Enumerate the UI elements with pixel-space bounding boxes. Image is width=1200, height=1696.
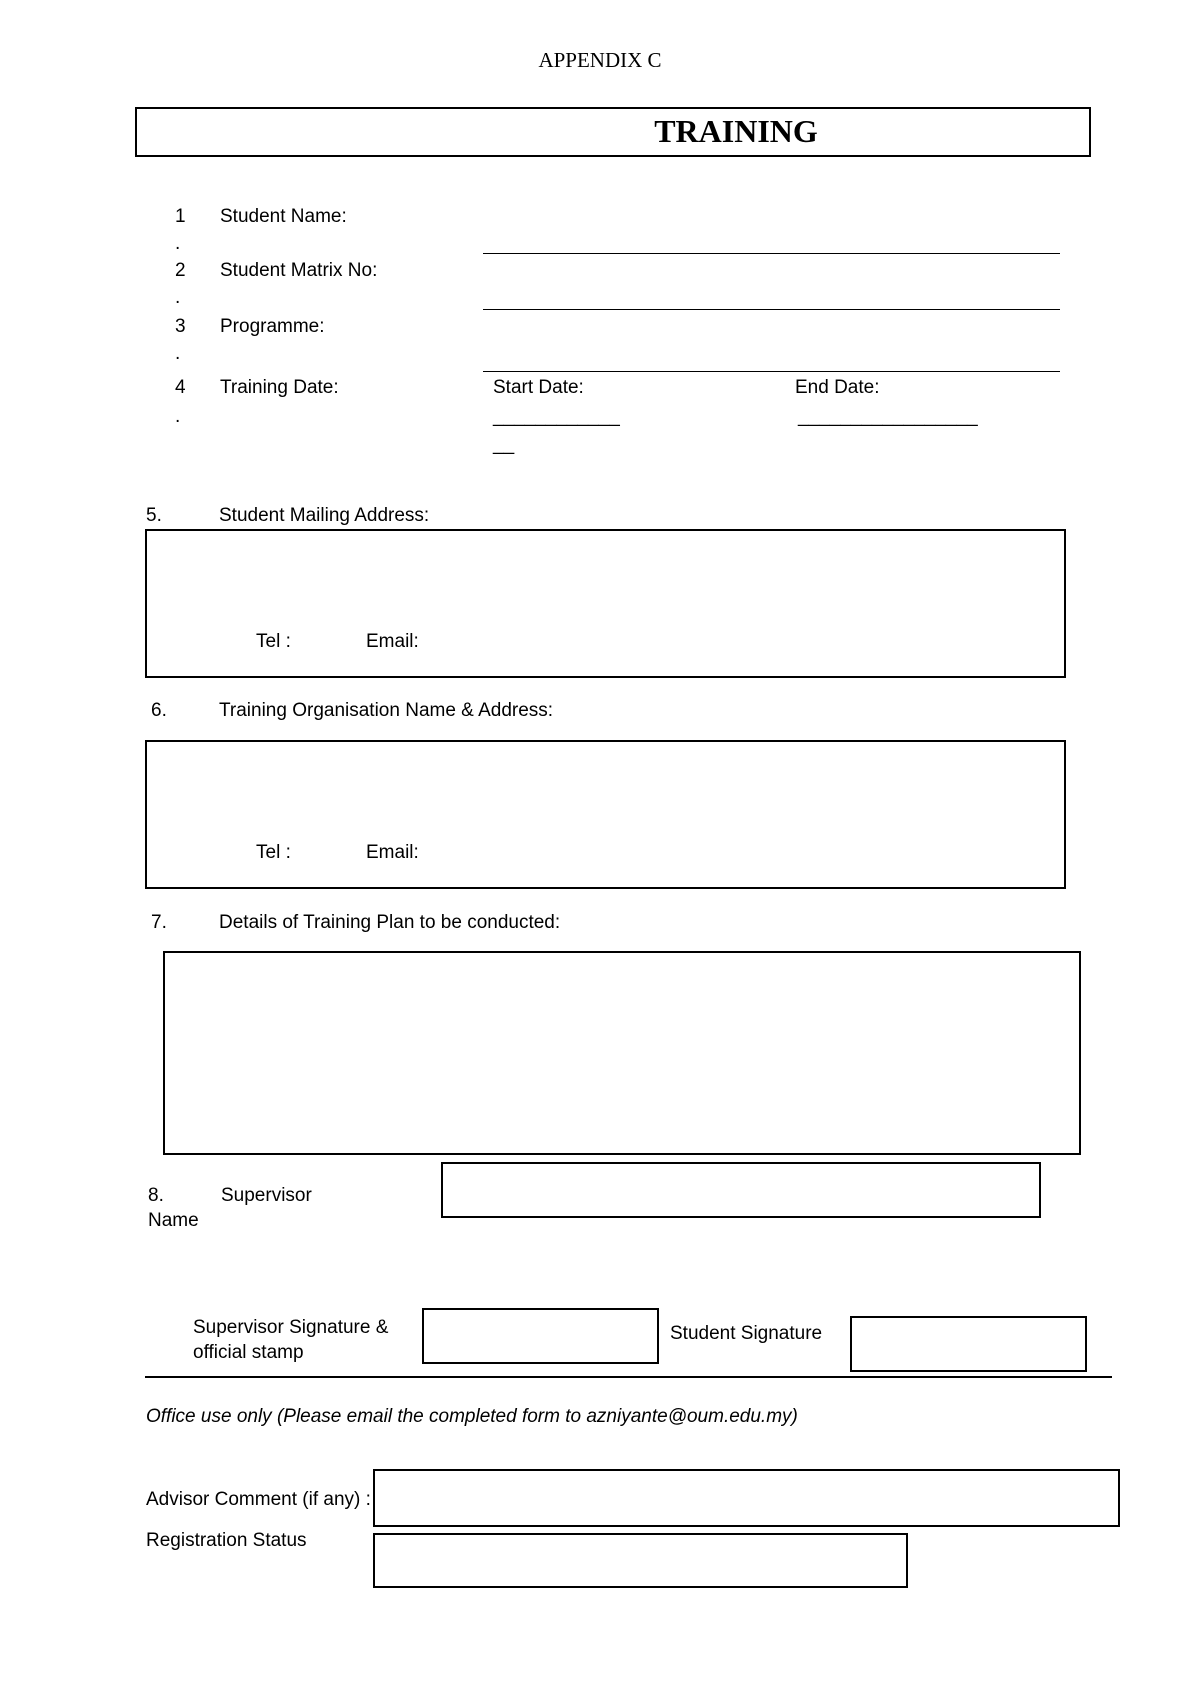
training-plan-box[interactable] (163, 951, 1081, 1155)
item-1-number: 1 (175, 206, 186, 227)
registration-status-box[interactable] (373, 1533, 908, 1588)
matrix-no-label: Student Matrix No: (220, 260, 378, 281)
mailing-address-label: Student Mailing Address: (219, 505, 430, 526)
organisation-email-label: Email: (366, 842, 419, 863)
training-date-label: Training Date: (220, 377, 339, 398)
form-title: TRAINING (654, 113, 818, 149)
item-1-dot: . (175, 233, 181, 254)
appendix-label: APPENDIX C (538, 48, 662, 72)
supervisor-signature-box[interactable] (422, 1308, 659, 1364)
advisor-comment-box[interactable] (373, 1469, 1120, 1527)
mailing-address-box[interactable] (145, 529, 1066, 678)
item-2-number: 2 (175, 260, 186, 281)
item-3-number: 3 (175, 316, 186, 337)
office-divider (145, 1376, 1112, 1378)
start-date-label: Start Date: (493, 377, 584, 398)
item-4-number: 4 (175, 377, 186, 398)
organisation-tel-label: Tel : (256, 842, 291, 863)
title-box (135, 107, 1091, 157)
mailing-email-label: Email: (366, 631, 419, 652)
programme-label: Programme: (220, 316, 325, 337)
supervisor-name-label-line2: Name (148, 1210, 199, 1231)
start-date-field-continued: __ (493, 434, 515, 455)
student-signature-label: Student Signature (670, 1323, 823, 1344)
supervisor-name-label: Supervisor (221, 1185, 312, 1206)
student-name-label: Student Name: (220, 206, 347, 227)
section-6-number: 6. (151, 700, 167, 721)
item-2-dot: . (175, 287, 181, 308)
item-4-dot: . (175, 406, 181, 427)
supervisor-signature-label: Supervisor Signature & (193, 1317, 389, 1338)
registration-status-label: Registration Status (146, 1530, 307, 1551)
section-5-number: 5. (146, 505, 162, 526)
advisor-comment-label: Advisor Comment (if any) : (146, 1489, 371, 1510)
start-date-field[interactable]: ____________ (493, 406, 620, 427)
office-use-note: Office use only (Please email the completed form to azniyante@oum.edu.my) (146, 1406, 798, 1427)
organisation-label: Training Organisation Name & Address: (219, 700, 554, 721)
section-7-number: 7. (151, 912, 167, 933)
end-date-label: End Date: (795, 377, 880, 398)
supervisor-name-box[interactable] (441, 1162, 1041, 1218)
end-date-field[interactable]: _________________ (798, 406, 978, 427)
item-3-dot: . (175, 343, 181, 364)
programme-field[interactable] (483, 371, 1060, 372)
organisation-box[interactable] (145, 740, 1066, 889)
matrix-no-field[interactable] (483, 309, 1060, 310)
student-signature-box[interactable] (850, 1316, 1087, 1372)
student-name-field[interactable] (483, 253, 1060, 254)
supervisor-signature-label-line2: official stamp (193, 1342, 304, 1363)
mailing-tel-label: Tel : (256, 631, 291, 652)
section-8-number: 8. (148, 1185, 164, 1206)
training-plan-label: Details of Training Plan to be conducted: (219, 912, 561, 933)
